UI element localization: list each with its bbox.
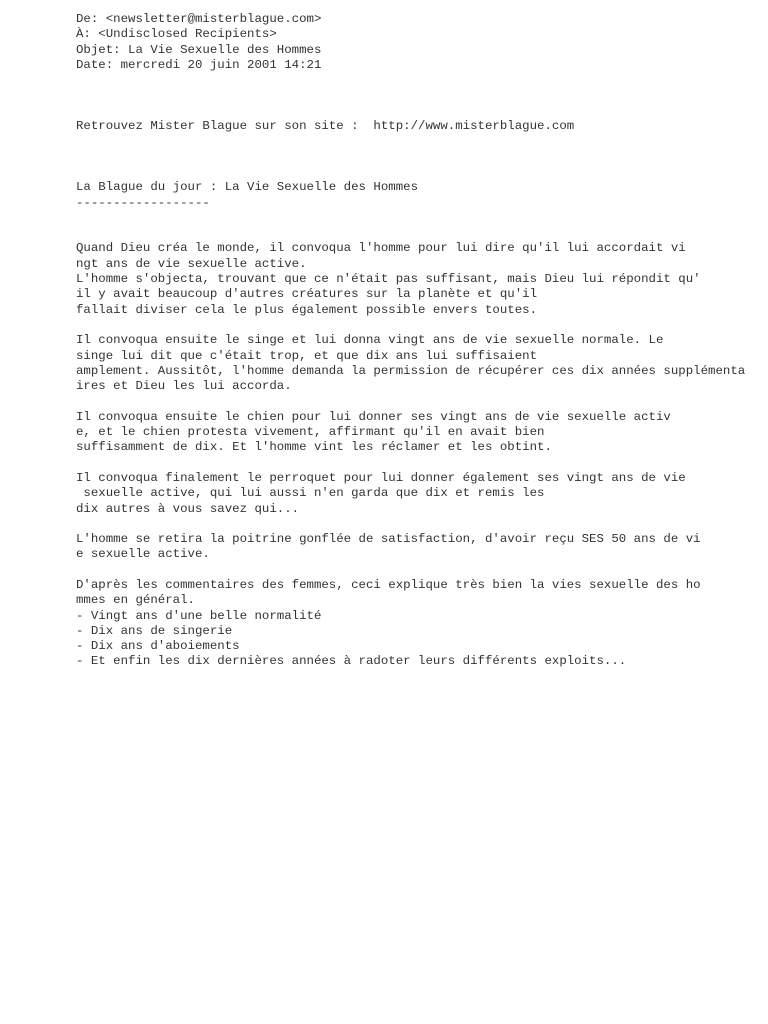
header-date: Date: mercredi 20 juin 2001 14:21 — [76, 57, 322, 72]
paragraph-line: - Vingt ans d'une belle normalité — [76, 608, 322, 623]
header-from: De: <newsletter@misterblague.com> — [76, 12, 322, 26]
paragraph-line: ngt ans de vie sexuelle active. — [76, 256, 307, 271]
paragraph — [76, 578, 766, 670]
paragraph-line: fallait diviser cela le plus également possible envers toutes. — [76, 302, 538, 317]
paragraph-line: il y avait beaucoup d'autres créatures sur la planète et qu'il — [76, 287, 538, 302]
email-header — [76, 12, 766, 73]
paragraph-line: e sexuelle active. — [76, 547, 210, 562]
paragraph — [76, 532, 766, 563]
paragraph — [76, 333, 766, 394]
paragraph-line: amplement. Aussitôt, l'homme demanda la permission de récupérer ces dix années supplémenta — [76, 363, 746, 378]
paragraph-line: - Et enfin les dix dernières années à radoter leurs différents exploits... — [76, 654, 627, 669]
email-document — [76, 12, 766, 670]
joke-title-underline: ------------------ — [76, 195, 210, 210]
paragraph-line: - Dix ans de singerie — [76, 623, 233, 638]
paragraph-line: L'homme se retira la poitrine gonflée de satisfaction, d'avoir reçu SES 50 ans de vi — [76, 532, 701, 547]
paragraph-line: - Dix ans d'aboiements — [76, 639, 240, 654]
paragraph — [76, 410, 766, 456]
paragraph-line: Il convoqua ensuite le chien pour lui donner ses vingt ans de vie sexuelle activ — [76, 409, 671, 424]
paragraph-line: e, et le chien protesta vivement, affirmant qu'il en avait bien — [76, 425, 545, 440]
paragraph — [76, 471, 766, 517]
paragraph-line: dix autres à vous savez qui... — [76, 501, 300, 516]
paragraph — [76, 241, 766, 317]
paragraph-line: singe lui dit que c'était trop, et que dix ans lui suffisaient — [76, 348, 538, 363]
paragraph-line: sexuelle active, qui lui aussi n'en garda que dix et remis les — [76, 486, 545, 501]
paragraph-line: D'après les commentaires des femmes, ceci explique très bien la vies sexuelle des ho — [76, 577, 701, 592]
paragraph-line: ires et Dieu les lui accorda. — [76, 379, 292, 394]
header-to: À: <Undisclosed Recipients> — [76, 27, 277, 42]
paragraph-line: mmes en général. — [76, 593, 195, 608]
paragraph-line: Il convoqua ensuite le singe et lui donna vingt ans de vie sexuelle normale. Le — [76, 333, 664, 348]
header-subject: Objet: La Vie Sexuelle des Hommes — [76, 42, 322, 57]
paragraph-line: L'homme s'objecta, trouvant que ce n'était pas suffisant, mais Dieu lui répondit qu' — [76, 272, 701, 287]
email-body — [76, 241, 766, 669]
joke-title: La Blague du jour : La Vie Sexuelle des Hommes — [76, 180, 419, 195]
site-line: Retrouvez Mister Blague sur son site : http://www.misterblague.com — [76, 119, 575, 134]
paragraph-line: suffisamment de dix. Et l'homme vint les réclamer et les obtint. — [76, 440, 552, 455]
paragraph-line: Il convoqua finalement le perroquet pour lui donner également ses vingt ans de vie — [76, 470, 686, 485]
paragraph-line: Quand Dieu créa le monde, il convoqua l'homme pour lui dire qu'il lui accordait vi — [76, 241, 686, 256]
